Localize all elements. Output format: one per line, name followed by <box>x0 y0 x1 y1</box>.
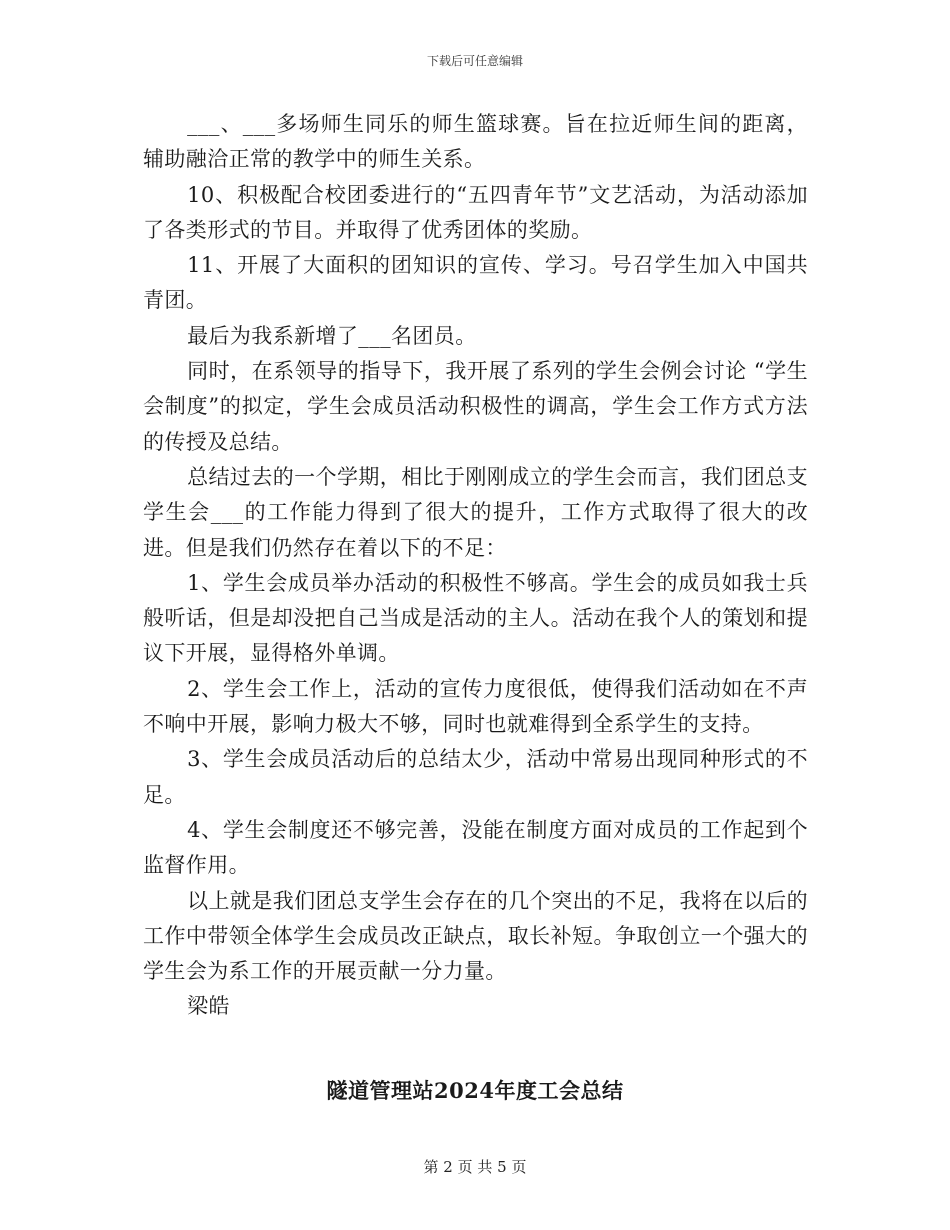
paragraph-shortcoming-1: 1、学生会成员举办活动的积极性不够高。学生会的成员如我士兵般听话，但是却没把自己当成是活动的主人。活动在我个人的策划和提议下开展，显得格外单调。 <box>143 570 808 666</box>
paragraph-item-11: 11、开展了大面积的团知识的宣传、学习。号召学生加入中国共青团。 <box>143 253 808 313</box>
paragraph-shortcoming-2: 2、学生会工作上，活动的宣传力度很低，使得我们活动如在不声不响中开展，影响力极大不够，同时也就难得到全系学生的支持。 <box>143 676 808 737</box>
section-title: 隧道管理站2024年度工会总结 <box>326 1078 624 1103</box>
paragraph-new-members: 最后为我系新增了___名团员。 <box>187 323 477 348</box>
paragraph-meetings: 同时，在系领导的指导下，我开展了系列的学生会例会讨论 “学生会制度”的拟定，学生会成员活动积极性的调高，学生会工作方式方法的传授及总结。 <box>143 359 808 454</box>
page-header: 下载后可任意编辑 <box>426 54 523 68</box>
paragraph-item-10: 10、积极配合校团委进行的“五四青年节”文艺活动，为活动添加了各类形式的节目。并取得了优秀团体的奖励。 <box>143 182 808 242</box>
paragraph-semester-summary: 总结过去的一个学期，相比于刚刚成立的学生会而言，我们团总支学生会___的工作能力得到了很大的提升，工作方式取得了很大的改进。但是我们仍然存在着以下的不足： <box>143 464 808 560</box>
paragraph-basketball: ___、___多场师生同乐的师生篮球赛。旨在拉近师生间的距离，辅助融洽正常的教学中的师生关系。 <box>143 112 808 172</box>
paragraph-shortcoming-4: 4、学生会制度还不够完善，没能在制度方面对成员的工作起到个监督作用。 <box>143 817 808 878</box>
page-footer: 第 2 页 共 5 页 <box>423 1158 527 1176</box>
paragraph-shortcoming-3: 3、学生会成员活动后的总结太少，活动中常易出现同种形式的不足。 <box>143 747 808 807</box>
signature-name: 梁皓 <box>187 994 230 1019</box>
document-body <box>143 107 808 1025</box>
paragraph-conclusion: 以上就是我们团总支学生会存在的几个突出的不足，我将在以后的工作中带领全体学生会成员改正缺点，取长补短。争取创立一个强大的学生会为系工作的开展贡献一分力量。 <box>143 888 808 984</box>
